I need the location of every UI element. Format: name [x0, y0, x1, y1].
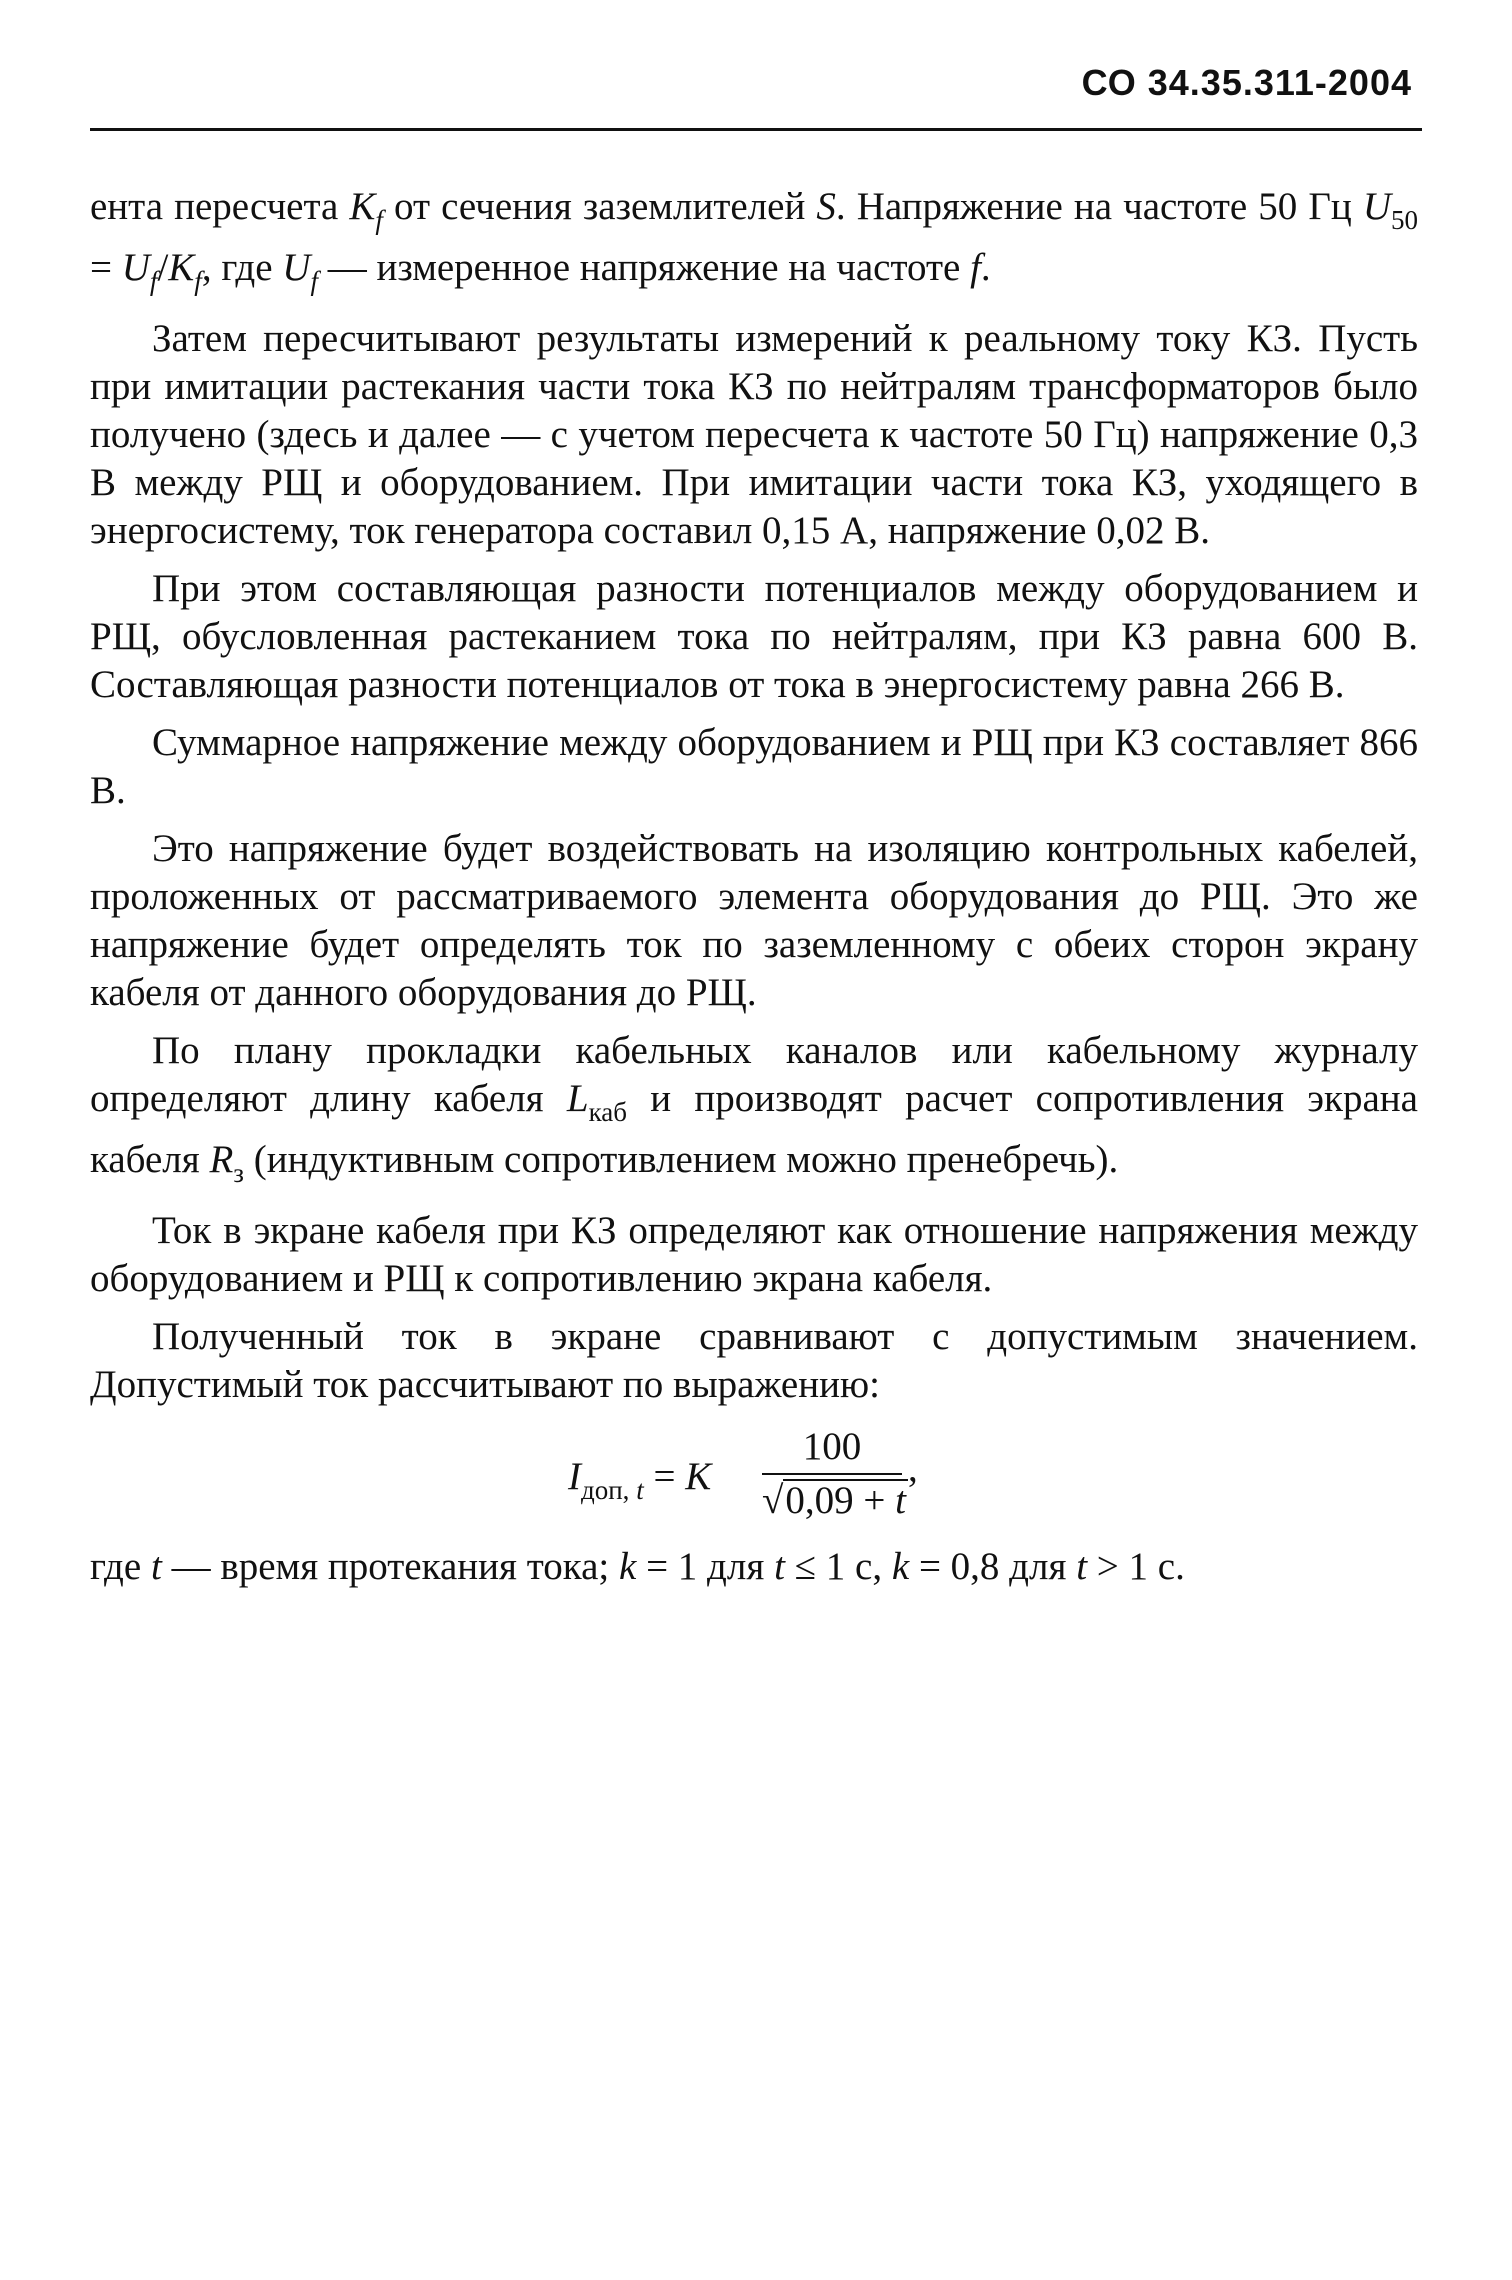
text-run: = 0,8 для: [909, 1545, 1077, 1588]
var-sub: f: [375, 205, 383, 235]
formula-fraction: [762, 1423, 906, 1525]
formula-sub-text: доп,: [581, 1475, 637, 1505]
var-r: R: [209, 1138, 234, 1181]
formula-sub-var: t: [636, 1475, 644, 1505]
var-sub: f: [194, 266, 202, 296]
var-k: K: [349, 185, 376, 228]
text-run: = 1 для: [636, 1545, 775, 1588]
paragraph-7: Ток в экране кабеля при КЗ определяют как отношение напряжения между оборудованием и РЩ к сопротивлению экрана кабеля.: [90, 1209, 1418, 1300]
var-s: S: [816, 185, 836, 228]
fraction-bar: [762, 1473, 902, 1475]
text-run: По плану прокладки кабельных каналов или кабельному журналу определяют длину кабеля: [90, 1029, 1418, 1120]
text-run: ≤ 1 с,: [784, 1545, 892, 1588]
paragraph-5: Это напряжение будет воздействовать на изоляцию контрольных кабелей, проложенных от рассматриваемого элемента оборудования до РЩ. Это же напряжение будет определять ток по заземленному с обеих сторон экрану кабеля от данного оборудования до РЩ.: [90, 827, 1418, 1014]
text-run: (индуктивным сопротивлением можно пренебречь).: [243, 1138, 1119, 1181]
formula-legend: [90, 1543, 1418, 1591]
text-run: /: [157, 246, 169, 289]
text-run: — время протекания тока;: [161, 1545, 619, 1588]
text-run: и производят расчет сопротивления экрана кабеля: [90, 1077, 1418, 1181]
document-code: СО 34.35.311-2004: [1081, 62, 1412, 103]
formula-numerator: 100: [802, 1425, 862, 1468]
formula-coef-k: K: [685, 1455, 712, 1498]
sqrt-icon: √: [762, 1479, 784, 1522]
paragraph-8: Полученный ток в экране сравнивают с допустимым значением. Допустимый ток рассчитывают по выражению:: [90, 1315, 1418, 1406]
formula-lhs: [568, 1453, 711, 1514]
var-f: f: [970, 246, 981, 289]
text-run: . Напряжение на частоте 50 Гц: [835, 185, 1363, 228]
radicand-text: 0,09 +: [785, 1479, 896, 1522]
var-t: t: [774, 1545, 785, 1588]
var-k: k: [891, 1545, 910, 1588]
text-run: — измеренное напряжение на частоте: [317, 246, 971, 289]
var-l: L: [566, 1077, 589, 1120]
paragraph-3: При этом составляющая разности потенциалов между оборудованием и РЩ, обусловленная растеканием тока по нейтралям, при КЗ равна 600 В. Составляющая разности потенциалов от тока в энергосистему равна 266 В.: [90, 567, 1418, 706]
var-sub: f: [310, 266, 318, 296]
radicand-var: t: [895, 1479, 906, 1522]
formula-subscript: [581, 1475, 644, 1505]
text-run: =: [90, 246, 122, 289]
paragraph-1: [90, 183, 1418, 305]
var-u: U: [1362, 185, 1391, 228]
text-run: , где: [201, 246, 283, 289]
formula-equals: =: [643, 1455, 686, 1498]
text-run: где: [90, 1545, 151, 1588]
page-body: [90, 183, 1418, 1591]
text-run: > 1 с.: [1087, 1545, 1185, 1588]
var-k: k: [619, 1545, 637, 1588]
text-run: ента пересчета: [90, 185, 350, 228]
radicand: [783, 1479, 908, 1521]
formula-comma: ,: [908, 1447, 918, 1490]
header-rule: [90, 128, 1422, 131]
text-run: от сечения заземлителей: [382, 185, 817, 228]
var-u: U: [282, 246, 311, 289]
var-sub: каб: [588, 1097, 627, 1127]
var-t: t: [1076, 1545, 1088, 1588]
var-sub: 50: [1390, 205, 1418, 235]
formula-allowable-current: [90, 1423, 1418, 1539]
formula-var-i: I: [568, 1455, 581, 1498]
paragraph-6: [90, 1027, 1418, 1197]
var-t: t: [150, 1545, 162, 1588]
paragraph-2: Затем пересчитывают результаты измерений к реальному току КЗ. Пусть при имитации растекания части тока КЗ по нейтралям трансформаторов было получено (здесь и далее — с учетом пересчета к частоте 50 Гц) напряжение 0,3 В между РЩ и оборудованием. При имитации части тока КЗ, уходящего в энергосистему, ток генератора составил 0,15 А, напряжение 0,02 В.: [90, 317, 1418, 552]
paragraph-4: Суммарное напряжение между оборудованием и РЩ при КЗ составляет 866 В.: [90, 721, 1418, 812]
text-run: .: [980, 246, 991, 289]
var-u: U: [121, 246, 150, 289]
var-sub: f: [149, 266, 158, 296]
formula-denominator: [762, 1477, 906, 1525]
var-k: K: [168, 246, 195, 289]
var-sub: з: [233, 1158, 244, 1188]
